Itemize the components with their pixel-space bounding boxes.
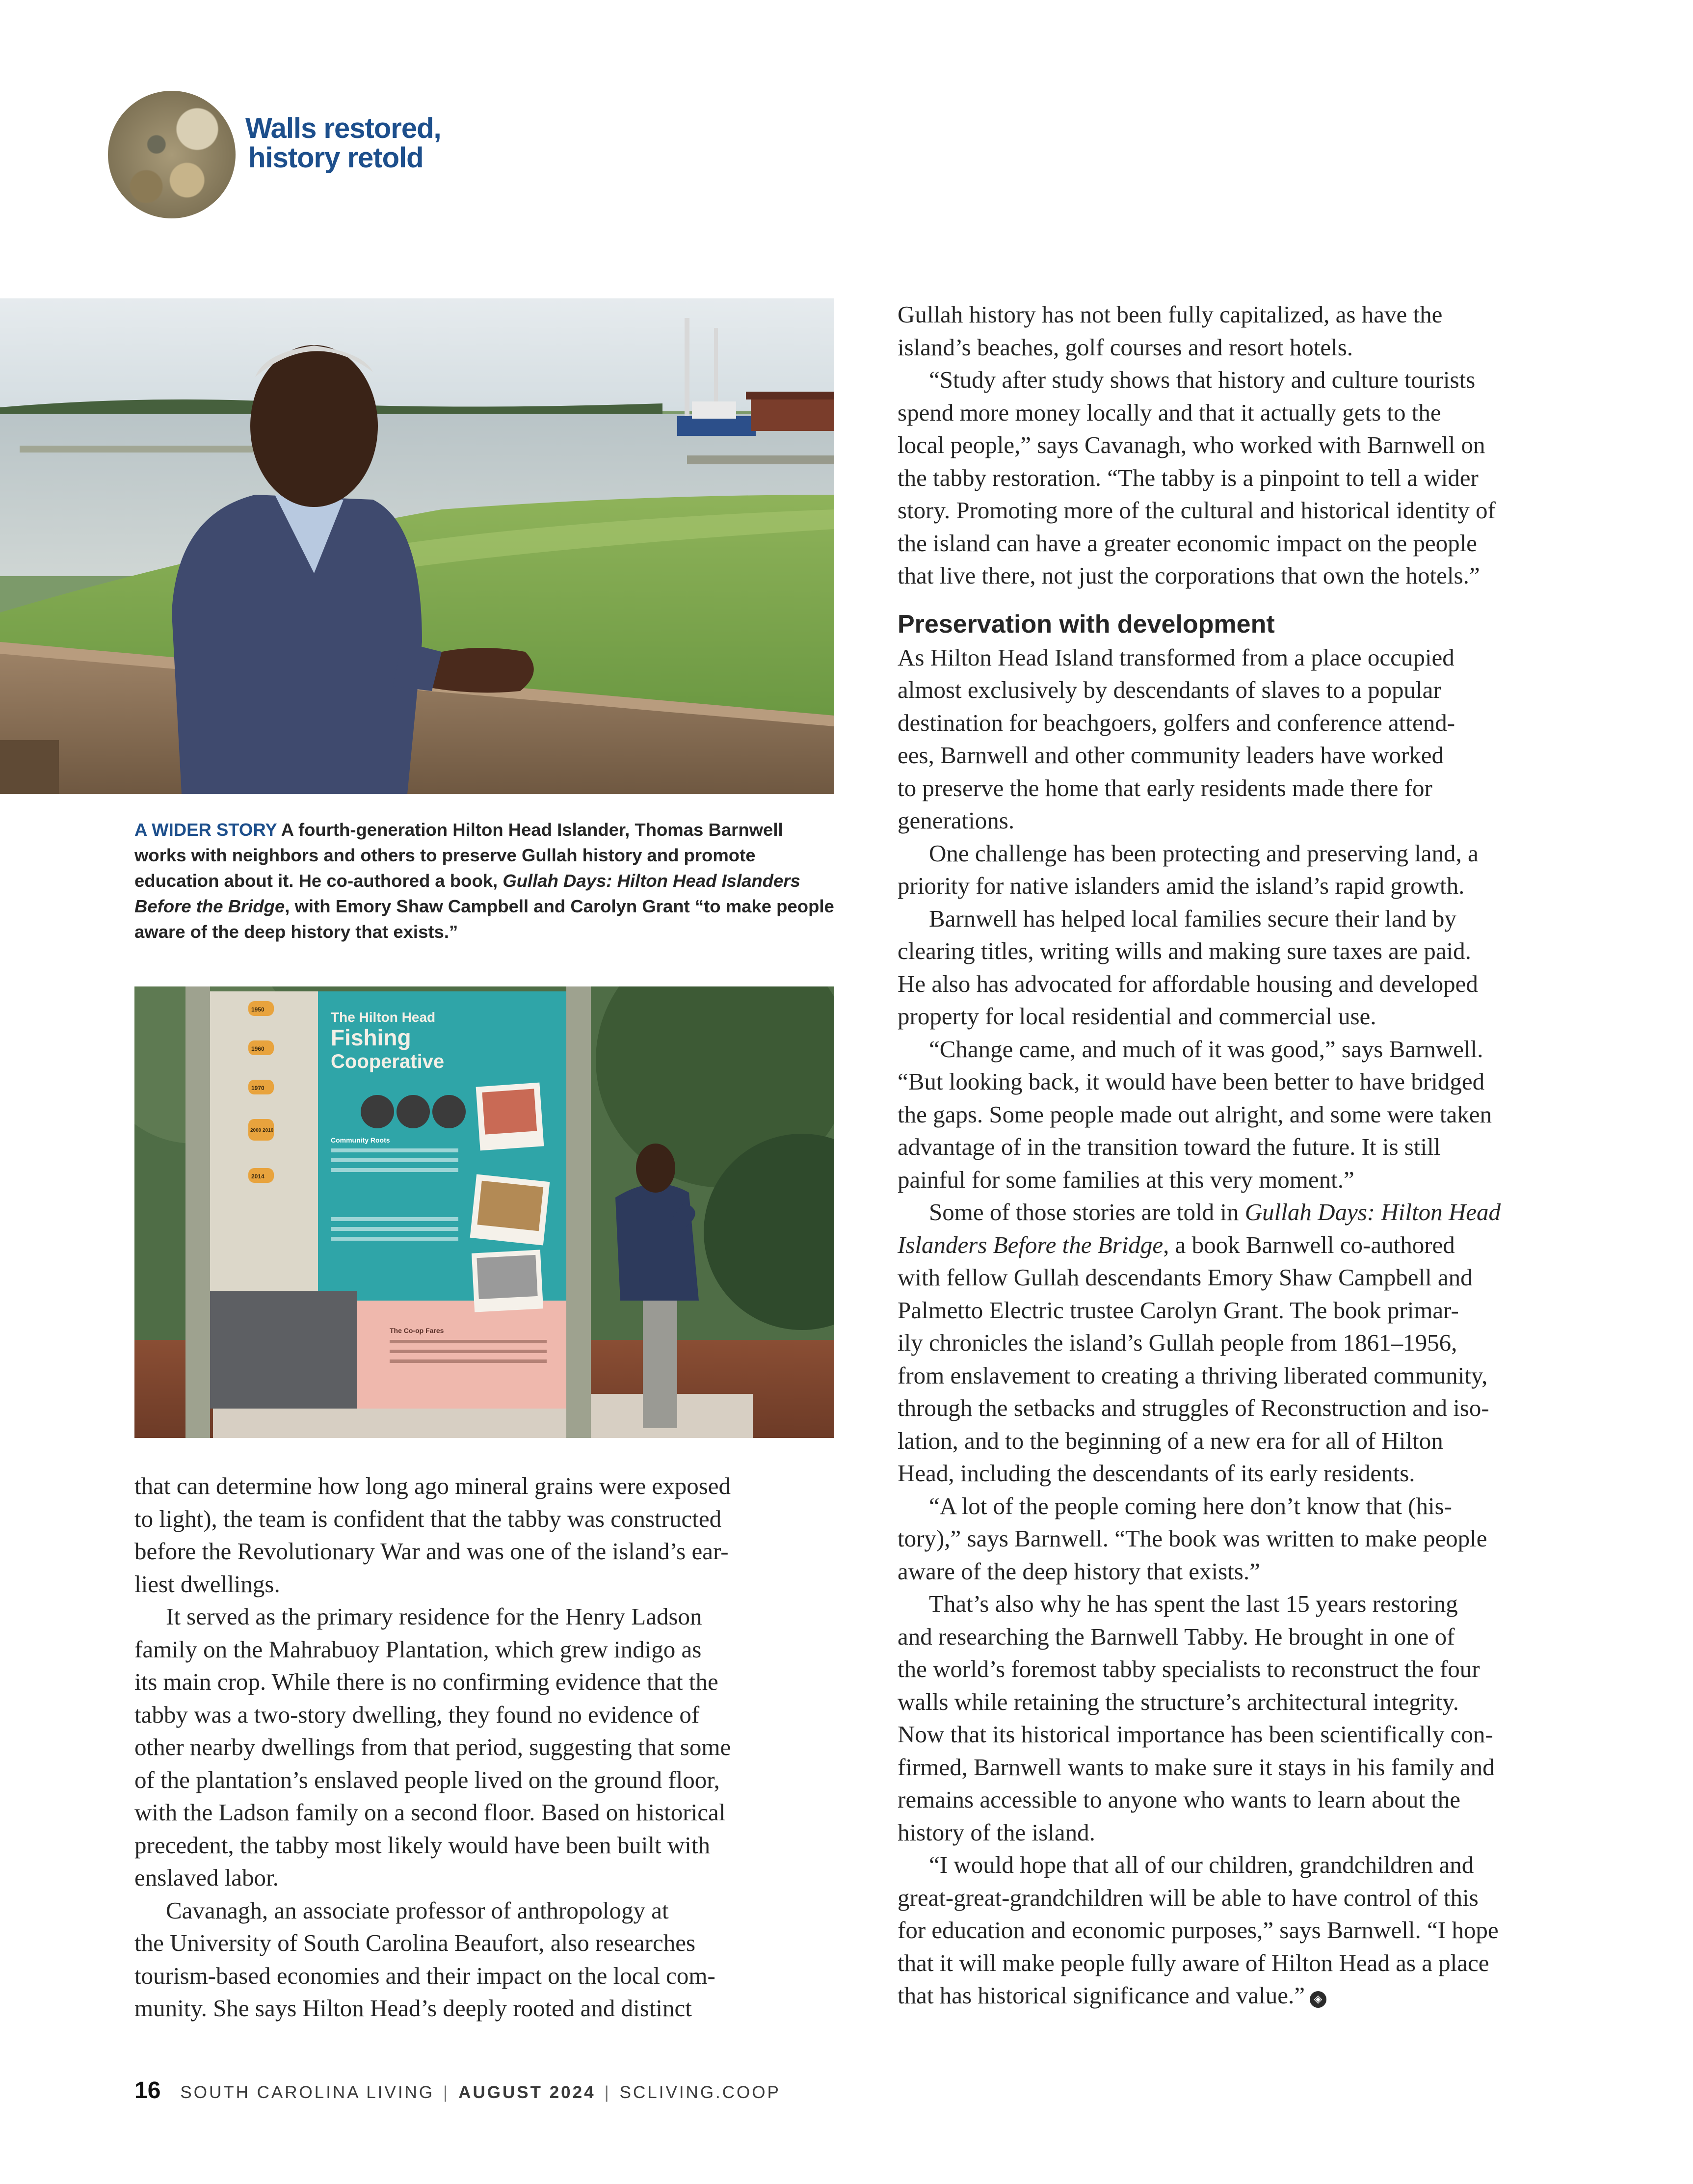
text-line: with the Ladson family on a second floor. Based on historical (134, 1799, 726, 1826)
paragraph (898, 1033, 1604, 1197)
caption-text: A fourth-generation Hilton Head Islander, Thomas Barnwell works with neighbors and others to preserve Gullah history and promote education about it. He co-authored a book, (134, 820, 783, 891)
text-line: One challenge has been protecting and preserving land, a (929, 839, 1479, 867)
text-line: walls while retaining the structure’s architectural integrity. (898, 1688, 1459, 1715)
section-title (245, 114, 491, 173)
sign-year: 2014 (251, 1173, 265, 1180)
text-line: aware of the deep history that exists.” (898, 1557, 1260, 1585)
paragraph (134, 1600, 837, 1894)
text-line: tory),” says Barnwell. “The book was written to make people (898, 1525, 1487, 1552)
text-line: that can determine how long ago mineral grains were exposed (134, 1472, 731, 1499)
article-column-left (134, 1470, 837, 2025)
text-line: great-great-grandchildren will be able to have control of this (898, 1884, 1479, 1911)
sign-year: 1960 (251, 1045, 265, 1052)
text-line: almost exclusively by descendants of slaves to a popular (898, 676, 1441, 703)
paragraph (134, 1894, 837, 2025)
text-line: precedent, the tabby most likely would have been built with (134, 1831, 710, 1859)
text-line: generations. (898, 807, 1015, 834)
paragraph (898, 1490, 1604, 1588)
text-line: Cavanagh, an associate professor of anthropology at (166, 1896, 669, 1924)
footer-separator: | (604, 2083, 611, 2102)
text-line: with fellow Gullah descendants Emory Shaw Campbell and (898, 1264, 1473, 1291)
paragraph (898, 641, 1604, 837)
text-run: Some of those stories are told in (929, 1199, 1245, 1225)
text-line: Head, including the descendants of its early residents. (898, 1460, 1415, 1487)
text-line: property for local residential and commercial use. (898, 1003, 1376, 1030)
text-line: enslaved labor. (134, 1864, 279, 1891)
text-line: As Hilton Head Island transformed from a place occupied (898, 643, 1455, 671)
text-line (898, 1229, 1604, 1262)
photo-caption (134, 817, 836, 945)
sign-year: 1950 (251, 1006, 265, 1013)
text-line: island’s beaches, golf courses and resort hotels. (898, 333, 1353, 361)
paragraph (134, 1470, 837, 1600)
text-line: the gaps. Some people made out alright, and some were taken (898, 1100, 1492, 1128)
text-line: clearing titles, writing wills and making sure taxes are paid. (898, 937, 1471, 964)
sign-title: The Hilton Head (331, 1010, 436, 1025)
sign-year: 2000 2010 (250, 1128, 274, 1133)
text-line: It served as the primary residence for the Henry Ladson (166, 1603, 702, 1630)
text-line: that it will make people fully aware of Hilton Head as a place (898, 1949, 1489, 1976)
text-line: spend more money locally and that it actually gets to the (898, 399, 1441, 426)
text-line: tabby was a two-story dwelling, they found no evidence of (134, 1701, 700, 1728)
text-line: remains accessible to anyone who wants to learn about the (898, 1786, 1461, 1813)
paragraph (898, 837, 1604, 903)
text-line: other nearby dwellings from that period, suggesting that some (134, 1733, 731, 1760)
text-run: , a book Barnwell co-authored (1163, 1231, 1455, 1258)
text-line: of the plantation’s enslaved people lived on the ground floor, (134, 1766, 720, 1793)
text-line: the tabby restoration. “The tabby is a pinpoint to tell a wider (898, 464, 1479, 491)
text-line: Barnwell has helped local families secure their land by (929, 905, 1456, 932)
caption-text: , with Emory Shaw Campbell and Carolyn Grant “to make people aware of the deep history that exists.” (134, 896, 834, 942)
sign-title: Cooperative (331, 1051, 445, 1072)
text-line: priority for native islanders amid the island’s rapid growth. (898, 872, 1465, 899)
text-line: munity. She says Hilton Head’s deeply rooted and distinct (134, 1995, 692, 2022)
paragraph (898, 298, 1604, 364)
text-line: “Change came, and much of it was good,” says Barnwell. (929, 1035, 1483, 1063)
sign-section-heading: Community Roots (331, 1136, 390, 1144)
caption-lead: A WIDER STORY (134, 820, 277, 840)
end-of-story-icon: ◈ (1310, 1991, 1326, 2008)
text-line: ees, Barnwell and other community leaders have worked (898, 742, 1444, 769)
text-line: to light), the team is confident that the tabby was constructed (134, 1505, 722, 1532)
sign-section-heading: The Co-op Fares (390, 1327, 444, 1334)
article-column-right (898, 298, 1604, 2012)
text-line: the University of South Carolina Beaufort, also researches (134, 1929, 696, 1956)
magazine-name: SOUTH CAROLINA LIVING (180, 2083, 435, 2102)
text-line: to preserve the home that early residents made there for (898, 774, 1432, 801)
section-subhead: Preservation with development (898, 610, 1275, 639)
text-line: That’s also why he has spent the last 15 years restoring (929, 1590, 1458, 1617)
text-line: liest dwellings. (134, 1570, 280, 1598)
text-line (898, 1979, 1604, 2012)
text-line: family on the Mahrabuoy Plantation, which grew indigo as (134, 1635, 702, 1663)
paragraph (898, 1588, 1604, 1849)
text-line: advantage of in the transition toward the future. It is still (898, 1133, 1441, 1160)
issue-date: AUGUST 2024 (458, 2083, 596, 2102)
text-line: and researching the Barnwell Tabby. He brought in one of (898, 1623, 1455, 1650)
text-line: the world’s foremost tabby specialists to reconstruct the four (898, 1655, 1480, 1682)
website-link[interactable]: SCLIVING.COOP (619, 2083, 781, 2102)
paragraph (898, 1849, 1604, 2012)
paragraph (898, 364, 1604, 592)
text-line: ily chronicles the island’s Gullah people from 1861–1956, (898, 1329, 1457, 1356)
text-line: local people,” says Cavanagh, who worked with Barnwell on (898, 431, 1485, 458)
text-line: Now that its historical importance has been scientifically con- (898, 1721, 1493, 1748)
text-line: that live there, not just the corporations that own the hotels.” (898, 562, 1480, 589)
caption-book-title: Gullah Days: Hilton Head Islanders Before the Bridge (134, 871, 800, 916)
text-line: “I would hope that all of our children, grandchildren and (929, 1851, 1474, 1878)
text-line: through the setbacks and struggles of Reconstruction and iso- (898, 1394, 1489, 1421)
text-line: Gullah history has not been fully capitalized, as have the (898, 301, 1443, 328)
book-title: Gullah Days: Hilton Head (1244, 1199, 1501, 1225)
text-line: painful for some families at this very moment.” (898, 1166, 1354, 1193)
text-line: “A lot of the people coming here don’t know that (his- (929, 1492, 1452, 1519)
text-line: lation, and to the beginning of a new era for all of Hilton (898, 1427, 1443, 1454)
text-line: from enslavement to creating a thriving liberated community, (898, 1361, 1488, 1389)
photo-barnwell-marsh (0, 298, 834, 794)
book-title: Islanders Before the Bridge (898, 1231, 1164, 1258)
text-line: history of the island. (898, 1818, 1095, 1846)
page-footer (134, 2077, 781, 2104)
section-title-line: Walls restored, (245, 112, 441, 144)
text-line: for education and economic purposes,” says Barnwell. “I hope (898, 1917, 1499, 1944)
text-line: firmed, Barnwell wants to make sure it stays in his family and (898, 1753, 1495, 1781)
photo-fishing-cooperative-sign (134, 986, 834, 1438)
text-run: that has historical significance and value.” (898, 1982, 1305, 2009)
sign-year: 1970 (251, 1085, 265, 1092)
text-line (898, 1196, 1604, 1229)
footer-separator: | (443, 2083, 450, 2102)
text-line: before the Revolutionary War and was one of the island’s ear- (134, 1538, 729, 1565)
text-line: “Study after study shows that history and culture tourists (929, 366, 1476, 393)
text-line: the island can have a greater economic impact on the people (898, 529, 1477, 557)
text-line: destination for beachgoers, golfers and conference attend- (898, 709, 1455, 736)
text-line: Palmetto Electric trustee Carolyn Grant. The book primar- (898, 1296, 1459, 1324)
oyster-shell-badge (108, 91, 236, 218)
text-line: its main crop. While there is no confirming evidence that the (134, 1668, 718, 1695)
paragraph (898, 903, 1604, 1033)
text-line: He also has advocated for affordable housing and developed (898, 970, 1478, 997)
text-line: tourism-based economies and their impact on the local com- (134, 1962, 715, 1989)
text-line: story. Promoting more of the cultural and historical identity of (898, 497, 1496, 524)
section-title-line: history retold (248, 142, 423, 174)
page-number: 16 (134, 2077, 161, 2104)
text-line: “But looking back, it would have been better to have bridged (898, 1068, 1485, 1095)
sign-title: Fishing (331, 1025, 411, 1050)
paragraph (898, 1196, 1604, 1490)
